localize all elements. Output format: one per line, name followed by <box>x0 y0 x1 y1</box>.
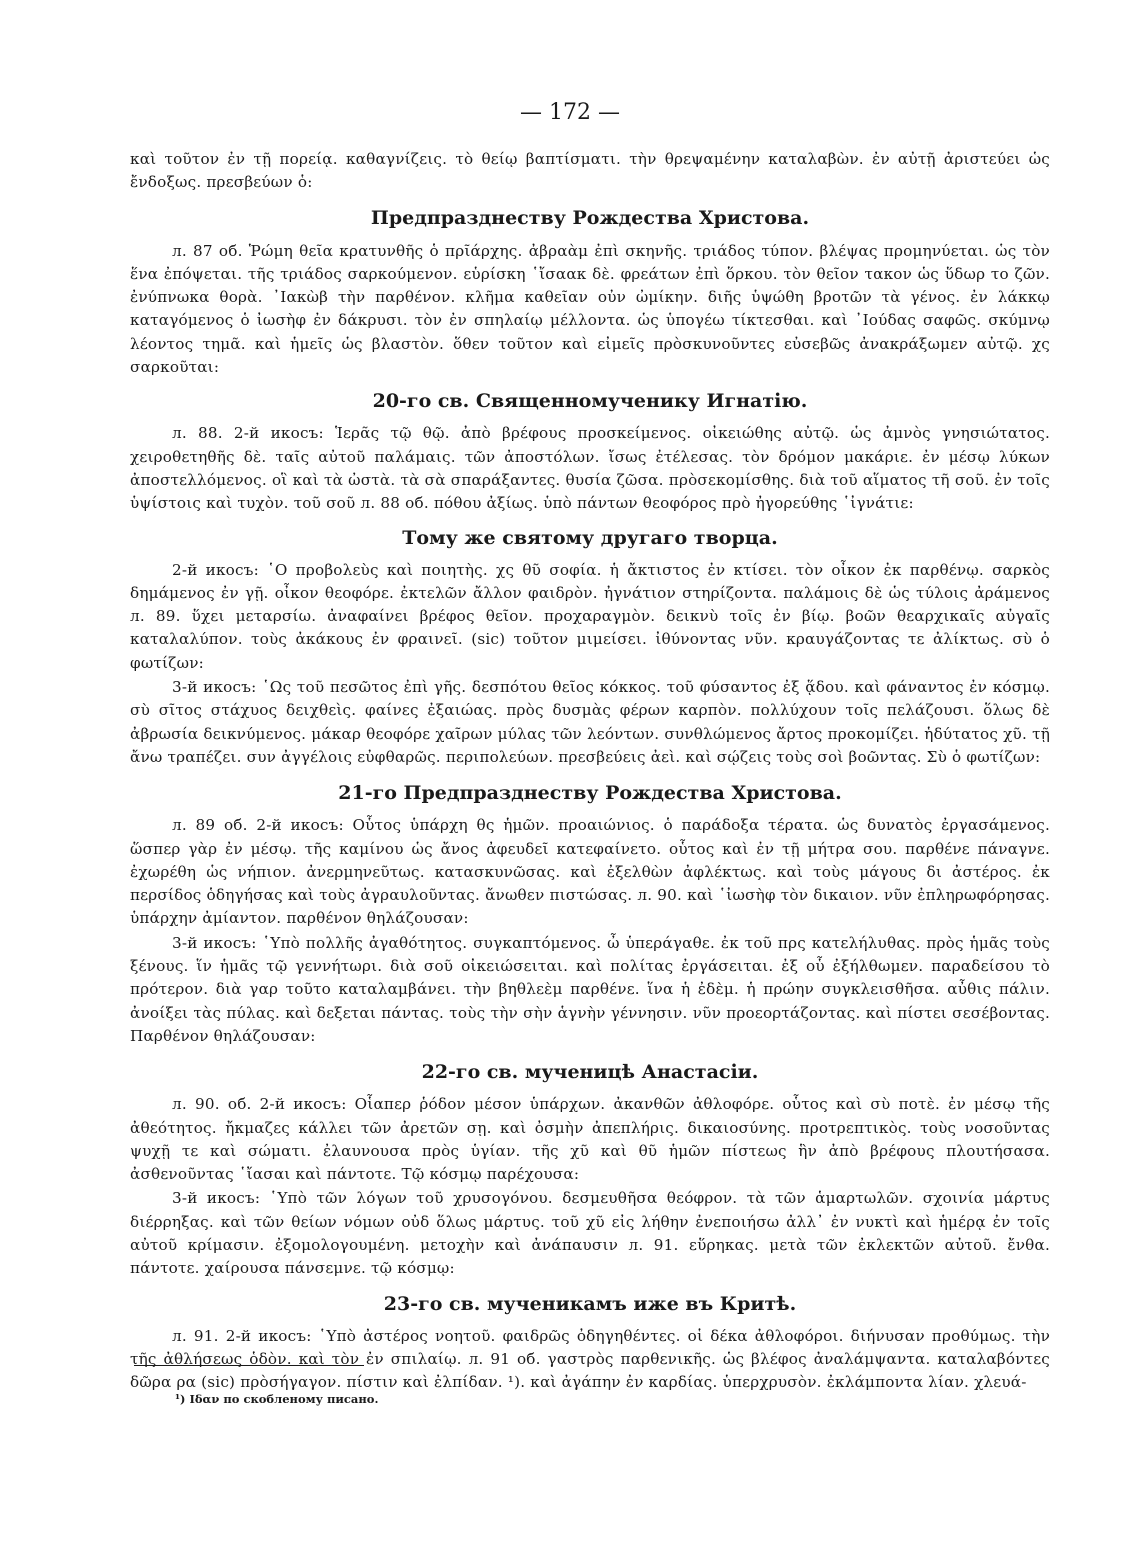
page-number: — 172 — <box>520 100 620 125</box>
footnote-divider <box>134 1365 364 1366</box>
body-paragraph: л. 88. 2-й икосъ: Ἱερᾶς τῷ θῷ. ἀπὸ βρέφους προσκείμενος. οἰκειώθης αὐτῷ. ὡς ἀμνὸς γνησιώτατος. χειροθετηθῆς δὲ. ταῖς αὐτοῦ παλάμαις. τῶν ἀποστόλων. ἴσως ἐτέλεσας. τὸν δρόμον μακάριε. ἐν μέσῳ λύκων ἀποστελλόμενος. οἳ καὶ τὰ ὠστὰ. τὰ σὰ σπαράξαντες. θυσία ζῶσα. πρὸσεκομίσθης. διὰ τοῦ αἵματος τῆ σοῦ. ἐν τοῖς ὑψίστοις καὶ τυχὸν. τοῦ σοῦ л. 88 об. πόθου ἀξίως. ὑπὸ πάντων θεοφόρος πρὸ ἠγορεύθης ῾ἰγνάτιε: <box>130 424 1050 513</box>
section-heading: 20-го св. Священномученику Игнатію. <box>372 390 808 413</box>
body-paragraph: л. 90. об. 2-й икосъ: Οἷαπερ ῥόδον μέσον ὑπάρχων. ἀκανθῶν ἀθλοφόρε. οὗτος καὶ σὺ ποτὲ. ἐν μέσῳ τῆς ἀθεότητος. ἤκμαζες κάλλει τῶν ἀρετῶν σῃ. καὶ ὀσμὴν ἀπεπλήρις. δικαιοσύνης. προτρεπτικὸς. τοὺς νοσοῦντας ψυχῇ τε καὶ σώματι. ἐλαυνουσα πρὸς ὑγίαν. τῆς χῦ καὶ θῦ ἡμῶν πίστεως ἣν ἀπὸ βρέφους πλουτήσασα. ἀσθενοῦντας ῾ἴασαι καὶ πάντοτε. Τῷ κόσμῳ παρέχουσα: <box>130 1095 1050 1184</box>
section-heading: 23-го св. мученикамъ иже въ Критѣ. <box>383 1292 797 1315</box>
footnote: ¹) Ιδαν по скобленому писано. <box>175 1392 379 1406</box>
body-paragraph: 3-й икосъ: ῾Υπὸ τῶν λόγων τοῦ χρυσογόνου. δεσμευθῆσα θεόφρον. τὰ τῶν ἁμαρτωλῶν. σχοινία μάρτυς διέρρηξας. καὶ τῶν θείων νόμων οὐδ ὅλως μάρτυς. τοῦ χῦ εἰς λήθην ἐνεποιήσω ἀλλ᾽ ἐν νυκτὶ καὶ ἡμέρᾳ ἐν τοῖς αὐτοῦ κρίμασιν. ἐξομολογουμένη. μετοχὴν καὶ ἀνάπαυσιν л. 91. εὕρηκας. μετὰ τῶν ἐκλεκτῶν αὐτοῦ. ἔνθα. πάντοτε. χαίρουσα πάνσεμνε. τῷ κόσμῳ: <box>130 1189 1050 1278</box>
section-heading: 22-го св. мученицѣ Анастасіи. <box>421 1061 759 1084</box>
body-paragraph: 2-й икосъ: ῾Ο προβολεὺς καὶ ποιητὴς. χς θῦ σοφία. ἡ ἄκτιστος ἐν κτίσει. τὸν οἶκον ἐκ παρθένῳ. σαρκὸς δημάμενος ἐν γῇ. οἶκον θεοφόρε. ἐκτελῶν ἄλλον φαιδρὸν. ἠγνάτιον στηρίζοντα. παλάμοις δὲ ὡς τύλοις ἀράμενος л. 89. ὕχει μεταρσίω. ἀναφαίνει βρέφος θεῖον. προχαραγμὸν. δεικνὺ τοῖς ἐν βίῳ. βοῶν θεαρχικαῖς αὐγαῖς καταλαλύπον. τοὺς ἀκάκους ἐν φραινεῖ. (sic) τοῦτον μιμείσει. ἰθύνοντας νῦν. κραυγάζοντας τε ἀλίκτως. σὺ ὁ φωτίζων: <box>130 560 1050 672</box>
page-body <box>130 148 1050 1394</box>
body-paragraph: л. 89 об. 2-й икосъ: Οὗτος ὑπάρχη θς ἡμῶν. προαιώνιος. ὁ παράδοξα τέρατα. ὡς δυνατὸς ἐργασάμενος. ὥσπερ γὰρ ἐν μέσῳ. τῆς καμίνου ὡς ἄνος ἀφευδεῖ κατεφαίνετο. οὗτος καὶ ἐν τῇ μήτρα σου. παρθένε πάναγνε. ἐχωρέθη ὡς νήπιον. ἀνερμηνεῦτως. κατασκυνῶσας. καὶ ἐξελθὼν ἀφλέκτως. καὶ τοὺς μάγους δι ἀστέρος. ἐκ περσίδος ὁδηγήσας καὶ τοὺς ἀγραυλοῦντας. ἄνωθεν πιστώσας. л. 90. καὶ ῾ἰωσὴφ τὸν δικαιον. νῦν ἐπληρωφόρησας. ὑπάρχην ἀμίαντον. παρθένον θηλάζουσαν: <box>130 816 1050 928</box>
body-paragraph: 3-й икосъ: ῾Ως τοῦ πεσῶτος ἐπὶ γῆς. δεσπότου θεῖος κόκκος. τοῦ φύσαντος ἐξ ᾅδου. καὶ φάναντος ἐν κόσμῳ. σὺ σῖτος στάχυος δειχθεὶς. φαίνες ἐξαιώας. πρὸς δυσμὰς φέρων καρπὸν. πολλύχουν τοῖς πελάζουσι. ὅλως δὲ ἀβρωσία δεικνύμενος. μάκαρ θεοφόρε χαῖρων μύλας τῶν λεόντων. συνθλώμενος ἄρτος προκομίζει. ἡδύτατος χῦ. τῇ ἄνω τραπέζει. συν ἀγγέλοις εὐφθαρῶς. περιπολεύων. πρεσβεύεις ἀεὶ. καὶ σῴζεις τοὺς σοὶ βοῶντας. Σὺ ὁ φωτίζων: <box>130 678 1050 766</box>
body-paragraph: 3-й икосъ: ῾Υπὸ πολλῆς ἀγαθότητος. συγκαπτόμενος. ὦ ὑπεράγαθε. ἐκ τοῦ πρς κατελήλυθας. πρὸς ἡμᾶς τοὺς ξένους. ἵν ἡμᾶς τῷ γεννήτωρι. διὰ σοῦ οἰκειώσειται. καὶ πολίτας ἐργάσειται. ἐξ οὗ ἐξήλθωμεν. παραδείσου τὸ πρότερον. διὰ γαρ τοῦτο καταλαμβάνει. τὴν βηθλεὲμ παρθένε. ἵνα ἡ ἐδὲμ. ἡ πρώην συγκλεισθῆσα. αὖθις πάλιν. ἀνοίξει τὰς πύλας. καὶ δεξεται πάντας. τοὺς τὴν σὴν ἁγνὴν γέννησιν. νῦν προεορτάζοντας. καὶ πίστει σεσέβοντας. Παρθένον θηλάζουσαν: <box>130 933 1050 1045</box>
body-paragraph: καὶ τοῦτον ἐν τῇ πορείᾳ. καθαγνίζεις. τὸ θείῳ βαπτίσματι. τὴν θρεψαμένην καταλαβὼν. ἐν αὐτῇ ἀριστεύει ὡς ἔνδοξως. πρεσβεύων ὁ: <box>130 150 1050 192</box>
section-heading: Предпразднеству Рождества Христова. <box>370 206 810 229</box>
body-paragraph: л. 87 об. Ῥώμη θεῖα κρατυνθῆς ὁ πρῖάρχης. ἀβραὰμ ἐπὶ σκηνῆς. τριάδος τύπον. βλέψας προμηνύεται. ὡς τὸν ἕνα ἐπόψεται. τῆς τριάδος σαρκούμενον. εὑρίσκη ῾ἴσαακ δὲ. φρεάτων ἐπὶ ὅρκου. τὸν θεῖον τακον ὡς ὕδωρ το ζῶν. ἐνύπνωκα θορὰ. ᾽Ιακὼβ τὴν παρθένον. κλῆμα καθεῖαν οὐν ὠμίκην. διῆς ὑψώθη βροτῶν τὰ γένος. ἐν λάκκῳ καταγόμενος ὁ ἰωσὴφ ἐν δάκρυσι. τὸν ἐν σπηλαίῳ μέλλοντα. ὡς ὑπογέω τίκτεσθαι. καὶ ᾽Ιούδας σαφῶς. σκύμνῳ λέοντος τημᾶ. καὶ ἡμεῖς ὡς βλαστὸν. ὅθεν τοῦτον καὶ εἰμεῖς πρὸσκυνοῦντες εὐσεβῶς ἀνακράξωμεν αὐτῷ. χς σαρκοῦται: <box>130 241 1050 377</box>
body-paragraph: л. 91. 2-й икосъ: ῾Υπὸ ἀστέρος νοητοῦ. φαιδρῶς ὀδηγηθέντες. οἱ δέκα ἀθλοφόροι. διήνυσαν προθύμως. τὴν τῆς ἀθλήσεως ὁδὸν. καὶ τὸν ἐν σπιλαίῳ. л. 91 об. γαστρὸς παρθενικῆς. ὡς βλέφος ἀναλάμψαντα. καταλαβόντες δῶρα ρα (sic) πρὸσήγαγον. πίστιν καὶ ἐλπίδαν. ¹). καὶ ἀγάπην ἐν καρδίας. ὑπερχρυσὸν. ἐκλάμποντα λίαν. χλευά- <box>130 1326 1050 1392</box>
section-heading: 21-го Предпразднеству Рождества Христова. <box>338 782 842 805</box>
section-heading: Тому же святому другаго творца. <box>402 526 778 549</box>
